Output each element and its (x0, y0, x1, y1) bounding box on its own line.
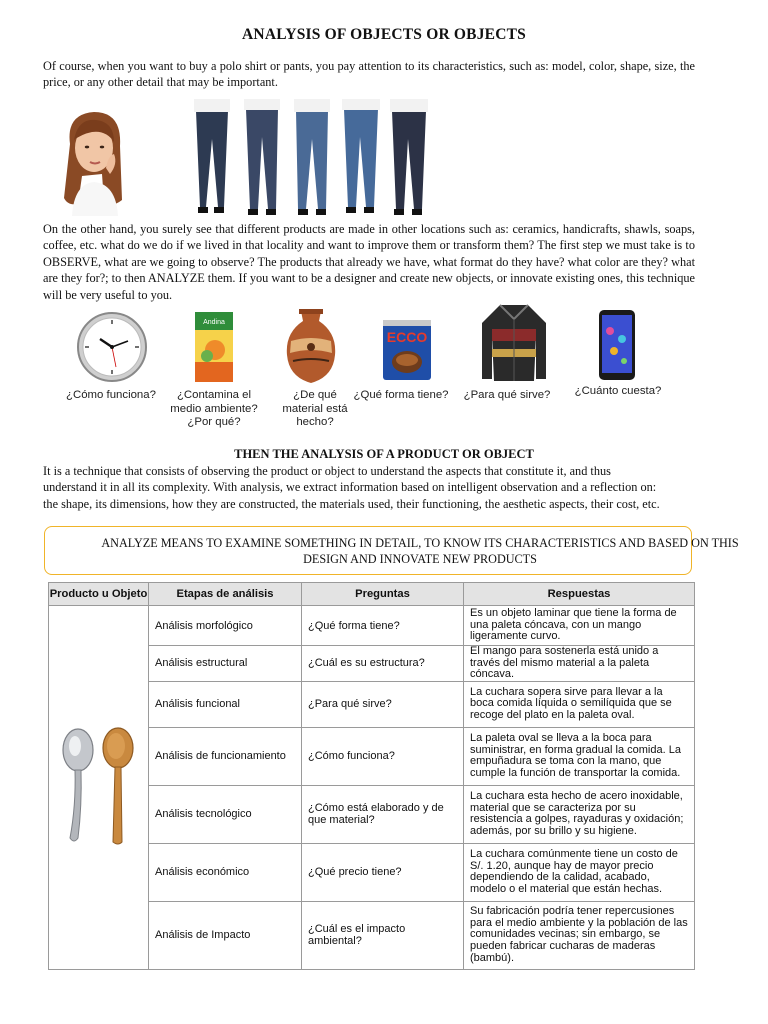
answer-cell: La paleta oval se lleva a la boca para suministrar, en forma gradual la comida. La empuñadura se toma con la mano, que cumple la función de transportar la comida. (464, 727, 695, 785)
spoons-icon (56, 726, 142, 846)
caption-purpose: ¿Para qué sirve? (463, 389, 551, 401)
question-cell: ¿Cómo funciona? (302, 727, 464, 785)
callout-line-1: ANALYZE MEANS TO EXAMINE SOMETHING IN DETAIL, TO KNOW ITS CHARACTERISTICS AND BASED ON THIS (101, 536, 739, 550)
caption-shape: ¿Qué forma tiene? (353, 389, 449, 401)
coffee-can-icon (381, 318, 433, 382)
stage-cell: Análisis de Impacto (149, 901, 302, 969)
caption-how-it-works: ¿Cómo funciona? (66, 389, 156, 401)
juice-box-icon (193, 308, 235, 384)
callout-text (40, 535, 768, 567)
page-title: ANALYSIS OF OBJECTS OR OBJECTS (242, 26, 526, 43)
question-cell: ¿Qué precio tiene? (302, 843, 464, 901)
object-cell (49, 606, 149, 970)
section-title: THEN THE ANALYSIS OF A PRODUCT OR OBJECT (234, 447, 534, 461)
thinking-girl-image (52, 104, 136, 216)
caption-price: ¿Cuánto cuesta? (574, 385, 662, 397)
clay-vase-icon (283, 307, 339, 385)
answer-cell: La cuchara esta hecho de acero inoxidable, material que se caracteriza por su resistencia a golpes, rayaduras y oxidación; además, por su brillo y su higiene. (464, 785, 695, 843)
answer-cell: La cuchara comúnmente tiene un costo de S/. 1.20, aunque hay de mayor precio dependiendo de la calidad, acabado, modelo o el material que están hechas. (464, 843, 695, 901)
answer-cell: Es un objeto laminar que tiene la forma de una paleta cóncava, con un mango ligeramente curvo. (464, 606, 695, 646)
svg-text:Andina: Andina (203, 319, 225, 326)
smartphone-icon (598, 309, 636, 381)
stage-cell: Análisis morfológico (149, 606, 302, 646)
question-cell: ¿Qué forma tiene? (302, 606, 464, 646)
clock-icon (76, 311, 148, 383)
question-cell: ¿Cuál es el impacto ambiental? (302, 901, 464, 969)
stage-cell: Análisis funcional (149, 681, 302, 727)
header-questions: Preguntas (302, 583, 464, 606)
header-object: Producto u Objeto (49, 583, 149, 606)
stage-cell: Análisis estructural (149, 646, 302, 682)
stage-cell: Análisis tecnológico (149, 785, 302, 843)
sweater-icon (478, 301, 550, 383)
question-cell: ¿Cuál es su estructura? (302, 646, 464, 682)
table-row (49, 606, 695, 646)
question-cell: ¿Para qué sirve? (302, 681, 464, 727)
answer-cell: La cuchara sopera sirve para llevar a la boca comida líquida o semilíquida que se recoge del plato en la paleta oval. (464, 681, 695, 727)
stage-cell: Análisis de funcionamiento (149, 727, 302, 785)
answer-cell: Su fabricación podría tener repercusiones para el medio ambiente y la población de las comunidades vecinas; sin embargo, se pueden fabricar cucharas de maderas (bambú). (464, 901, 695, 969)
header-stages: Etapas de análisis (149, 583, 302, 606)
intro-paragraph: Of course, when you want to buy a polo shirt or pants, you pay attention to its characteristics, such as: model, color, shape, size, the price, or any other detail that may be important. (43, 59, 695, 90)
question-cell: ¿Cómo está elaborado y de que material? (302, 785, 464, 843)
stage-cell: Análisis económico (149, 843, 302, 901)
second-paragraph: On the other hand, you surely see that different products are made in other locations such as: ceramics, handicrafts, shawls, soaps, coffee, etc. what do we do if we lived in that locality and want to improve them or transform them? The first step we must take is to OBSERVE, what are we going to observe? The products that already we have, what format do they have? what color are they? what are they for?; to then ANALYZE them. If you want to be a designer and create new objects, or innovate existing ones, this technique will be very useful to you. (43, 222, 695, 302)
analysis-table (48, 582, 695, 970)
table-header-row (49, 583, 695, 606)
header-answers: Respuestas (464, 583, 695, 606)
caption-pollution: ¿Contamina el medio ambiente? ¿Por qué? (170, 389, 258, 428)
svg-text:ECCO: ECCO (386, 329, 428, 345)
caption-material: ¿De qué material está hecho? (282, 389, 348, 428)
answer-cell: El mango para sostenerla está unido a través del mismo material a la paleta cóncava. (464, 646, 695, 682)
callout-line-2: DESIGN AND INNOVATE NEW PRODUCTS (303, 552, 537, 566)
jeans-models-image (188, 99, 436, 217)
section-paragraph: It is a technique that consists of observing the product or object to understand the aspects that constitute it, and thus understand it in all its complexity. With analysis, we extract information based on intelligent observation and a reflection on: the shape, its dimensions, how they are constructed, the materials used, their functioning, the aesthetic aspects, their cost, etc. (43, 464, 660, 511)
